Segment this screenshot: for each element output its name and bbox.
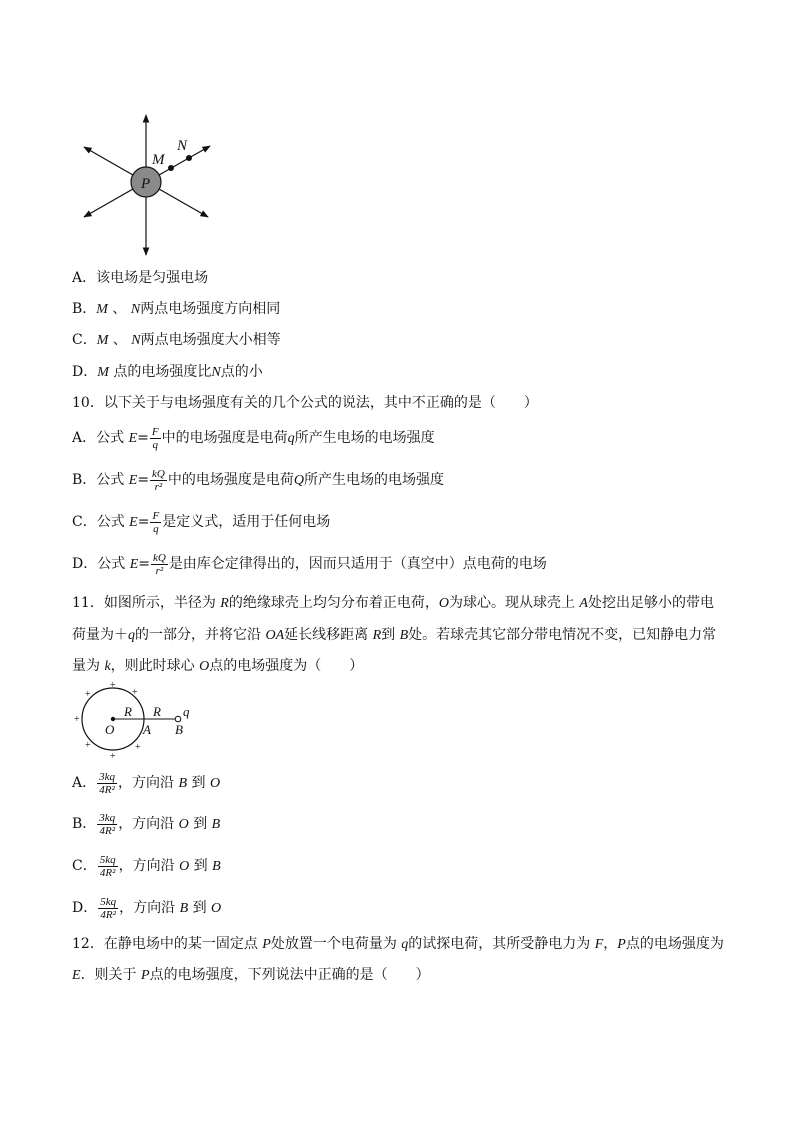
var-e: E xyxy=(128,431,138,446)
formula-prefix: 公式 xyxy=(97,556,130,572)
formula-prefix: 公式 xyxy=(96,514,130,530)
q10-option-b[interactable] xyxy=(72,466,444,495)
formula-prefix: 公式 xyxy=(96,430,129,446)
q10-stem: 10．以下关于与电场强度有关的几个公式的说法，其中不正确的是（ ） xyxy=(72,395,538,411)
text: 点的电场强度，下列说法中正确的是（ ） xyxy=(149,967,430,983)
var-r: R xyxy=(372,628,382,643)
text: 的试探电荷，其所受静电力为 xyxy=(408,936,595,952)
fraction-denominator: 4R² xyxy=(99,824,115,837)
var-q: q xyxy=(287,431,295,446)
label-m: M xyxy=(152,152,165,168)
var-n: N xyxy=(130,302,141,317)
point-charge-field-figure xyxy=(78,110,218,260)
fraction-f-over-q xyxy=(150,510,161,535)
text: 12．在静电场中的某一固定点 xyxy=(72,936,263,952)
var-o: O xyxy=(438,596,449,611)
text: 点的电场强度为 xyxy=(625,936,724,952)
q9-option-d[interactable] xyxy=(72,363,263,382)
q11-stem-line-3 xyxy=(72,657,363,676)
var-q: q xyxy=(401,937,409,952)
to-word: 到 xyxy=(191,775,210,791)
label-r-inner: R xyxy=(124,704,132,719)
fraction-kq-over-r2 xyxy=(151,552,168,577)
fraction xyxy=(98,896,118,921)
equals-sign: = xyxy=(137,430,149,446)
field-line-upper-left xyxy=(84,147,133,175)
option-text: ，方向沿 xyxy=(118,816,179,832)
var-e: E xyxy=(129,557,139,572)
var-m: M xyxy=(96,302,108,317)
var-to: O xyxy=(209,776,221,791)
fraction-denominator: q xyxy=(153,522,159,535)
fraction xyxy=(98,854,118,879)
option-text: 两点电场强度大小相等 xyxy=(140,332,281,348)
var-m: M xyxy=(96,333,109,348)
text: ， xyxy=(603,936,618,952)
q11-option-a[interactable] xyxy=(72,768,220,799)
option-text: 中的电场强度是电荷 xyxy=(161,430,288,446)
option-letter: C． xyxy=(72,332,97,348)
q11-option-b[interactable] xyxy=(72,809,220,840)
option-letter: D． xyxy=(72,556,98,572)
option-text: 点的小 xyxy=(220,364,263,380)
option-text: ，方向沿 xyxy=(118,775,179,791)
option-letter: C． xyxy=(72,858,97,874)
var-e: E xyxy=(72,968,81,983)
label-o: O xyxy=(105,722,115,737)
var-p: P xyxy=(262,937,271,952)
var-n: N xyxy=(131,333,141,348)
var-oa: OA xyxy=(265,628,285,643)
fraction-numerator: 5kq xyxy=(99,853,116,866)
option-letter: A． xyxy=(72,775,97,791)
var-k: k xyxy=(104,659,111,674)
option-letter: B． xyxy=(72,816,97,832)
label-b: B xyxy=(175,722,183,737)
label-q: q xyxy=(183,704,190,719)
fraction-denominator: 4R² xyxy=(99,866,116,879)
var-p: P xyxy=(141,968,150,983)
text: 到 xyxy=(381,627,400,643)
fraction-numerator: 3kq xyxy=(99,811,116,824)
fraction xyxy=(97,771,117,796)
plus-sign: + xyxy=(135,742,141,753)
fraction-kq-over-r2 xyxy=(150,468,167,493)
fraction-denominator: r² xyxy=(154,480,163,493)
point-m xyxy=(168,165,174,171)
text: 处挖出足够小的带电 xyxy=(587,595,714,611)
q10-option-a[interactable] xyxy=(72,424,435,453)
point-b-charge xyxy=(175,716,181,722)
var-f: F xyxy=(594,937,604,952)
plus-sign: + xyxy=(85,740,91,751)
plus-sign: + xyxy=(85,689,91,700)
q12-stem-line-2 xyxy=(72,966,430,985)
text: 的绝缘球壳上均匀分布着正电荷， xyxy=(228,595,439,611)
plus-sign: + xyxy=(110,680,116,691)
text: 11．如图所示，半径为 xyxy=(72,595,221,611)
text: 的一部分，并将它沿 xyxy=(135,627,266,643)
equals-sign: = xyxy=(137,514,150,530)
var-from: O xyxy=(178,817,189,832)
q9-option-a[interactable] xyxy=(72,269,208,287)
var-e: E xyxy=(128,473,138,488)
var-from: B xyxy=(179,901,189,916)
var-m: M xyxy=(97,365,109,380)
q9-option-b[interactable] xyxy=(72,300,280,319)
fraction-numerator: 5kq xyxy=(100,895,117,908)
var-b: B xyxy=(399,628,409,643)
point-n xyxy=(186,155,192,161)
fraction-denominator: 4R² xyxy=(99,783,115,796)
label-p: P xyxy=(141,176,151,192)
label-a: A xyxy=(143,722,151,737)
fraction-denominator: 4R² xyxy=(100,908,116,921)
var-o: O xyxy=(199,659,210,674)
label-r-outer: R xyxy=(153,704,161,719)
option-text: 是定义式，适用于任何电场 xyxy=(162,514,331,530)
plus-sign: + xyxy=(132,687,138,698)
q11-stem-line-2 xyxy=(72,626,716,645)
option-letter: A． xyxy=(72,430,97,446)
var-to: B xyxy=(211,817,221,832)
option-text: 是由库仑定律得出的，因而只适用于（真空中）点电荷的电场 xyxy=(168,556,547,572)
var-from: O xyxy=(179,859,190,874)
fraction-numerator: F xyxy=(151,425,159,438)
charged-shell-figure xyxy=(70,680,200,760)
var-p: P xyxy=(617,937,626,952)
option-text: 两点电场强度方向相同 xyxy=(140,301,281,317)
text: ，则此时球心 xyxy=(110,658,200,674)
formula-prefix: 公式 xyxy=(96,472,129,488)
var-e: E xyxy=(129,515,138,530)
text: 点的电场强度为（ ） xyxy=(209,658,364,674)
text: 量为 xyxy=(72,658,105,674)
text: 延长线移距离 xyxy=(284,627,373,643)
option-text: ，方向沿 xyxy=(118,858,180,874)
q9-option-c[interactable] xyxy=(72,331,281,350)
var-a: A xyxy=(579,596,588,611)
text: 荷量为＋ xyxy=(72,627,128,643)
field-line-lower-left xyxy=(84,189,133,217)
plus-sign: + xyxy=(110,751,116,760)
equals-sign: = xyxy=(137,472,150,488)
fraction-denominator: q xyxy=(152,438,158,451)
fraction-denominator: r² xyxy=(155,564,164,577)
text: 处。若球壳其它部分带电情况不变，已知静电力常 xyxy=(408,627,717,643)
label-n: N xyxy=(177,138,188,154)
plus-sign: + xyxy=(74,714,80,725)
option-letter: C． xyxy=(72,514,97,530)
fraction-numerator: kQ xyxy=(152,467,165,480)
option-text: 点的电场强度比 xyxy=(108,364,212,380)
option-text: 该电场是匀强电场 xyxy=(96,270,209,286)
option-text: 所产生电场的电场强度 xyxy=(304,472,444,488)
var-q: q xyxy=(128,628,135,643)
fraction xyxy=(97,812,117,837)
separator: 、 xyxy=(108,332,127,348)
separator: 、 xyxy=(107,301,127,317)
field-line-lower-right xyxy=(159,189,208,217)
var-n: N xyxy=(211,365,221,380)
var-q-upper: Q xyxy=(293,473,304,488)
fraction-numerator: F xyxy=(152,509,160,522)
option-letter: D． xyxy=(72,900,98,916)
fraction-numerator: kQ xyxy=(152,551,166,564)
q11-option-c[interactable] xyxy=(72,851,221,882)
to-word: 到 xyxy=(192,900,212,916)
text: 为球心。现从球壳上 xyxy=(448,595,580,611)
option-letter: B． xyxy=(72,301,97,317)
var-r: R xyxy=(220,596,229,611)
to-word: 到 xyxy=(193,858,213,874)
to-word: 到 xyxy=(193,816,212,832)
var-to: B xyxy=(212,859,221,874)
option-text: ，方向沿 xyxy=(119,900,180,916)
fraction-numerator: 3kq xyxy=(99,770,116,783)
fraction-f-over-q xyxy=(150,426,161,451)
option-text: 中的电场强度是电荷 xyxy=(167,472,294,488)
option-text: 所产生电场的电场强度 xyxy=(294,430,435,446)
text: 处放置一个电荷量为 xyxy=(270,936,402,952)
q10-option-d[interactable] xyxy=(72,550,547,579)
q11-option-d[interactable] xyxy=(72,893,221,924)
option-letter: A． xyxy=(72,270,97,286)
q10-option-c[interactable] xyxy=(72,508,330,537)
q11-stem-line-1 xyxy=(72,594,714,613)
var-to: O xyxy=(211,901,222,916)
var-from: B xyxy=(178,776,188,791)
equals-sign: = xyxy=(138,556,150,572)
text: ．则关于 xyxy=(80,967,142,983)
q12-stem-line-1 xyxy=(72,935,724,954)
option-letter: B． xyxy=(72,472,97,488)
option-letter: D． xyxy=(72,364,98,380)
